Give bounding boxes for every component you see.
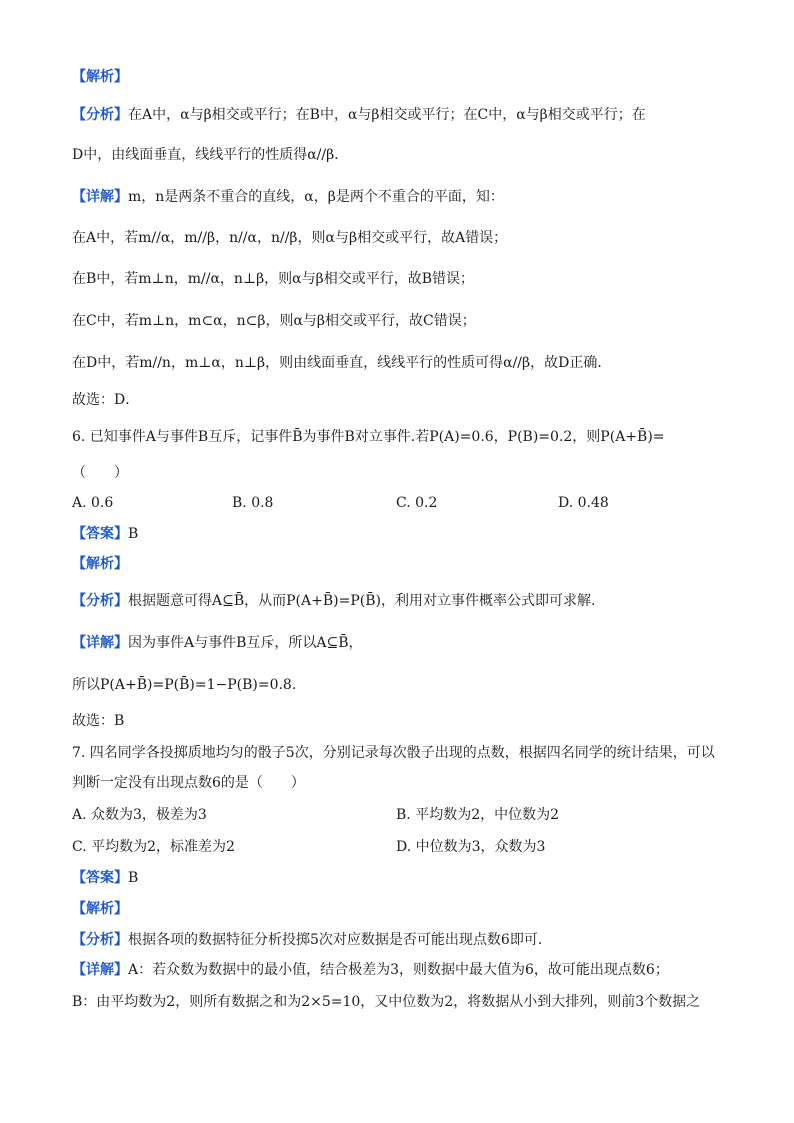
q5-analysis-line-2: D中，由线面垂直，线线平行的性质得α//β． (72, 147, 349, 163)
q7-option-c: C. 平均数为2，标准差为2 (72, 839, 235, 855)
q7-analysis: 【分析】根据各项的数据特征分析投掷5次对应数据是否可能出现点数6即可. (72, 932, 543, 948)
q6-detail-line-2: 所以P(A+B̄)=P(B̄)=1−P(B)=0.8. (72, 677, 297, 693)
q5-analysis-line-1: 【分析】在A中，α与β相交或平行；在B中，α与β相交或平行；在C中，α与β相交或平行；在 (72, 107, 646, 123)
q6-stem-line-2: （ ） (72, 465, 128, 481)
q6-answer: 【答案】B (72, 526, 139, 542)
q6-option-d: D. 0.48 (558, 495, 609, 511)
q7-option-a: A. 众数为3，极差为3 (72, 807, 207, 823)
q5-detail-line-a: 在A中，若m//α，m//β，n//α，n//β，则α与β相交或平行，故A错误； (72, 230, 508, 246)
q5-detail-line-c: 在C中，若m⊥n，m⊂α，n⊂β，则α与β相交或平行，故C错误； (72, 313, 476, 329)
jiexi-heading-q5: 【解析】 (72, 69, 128, 85)
q7-detail-line-b: B：由平均数为2，则所有数据之和为2×5=10，又中位数为2，将数据从小到大排列，则前3个数据之 (72, 994, 701, 1010)
q7-stem-line-2: 判断一定没有出现点数6的是（ ） (72, 775, 305, 791)
q7-option-d: D. 中位数为3，众数为3 (396, 839, 546, 855)
q6-stem-line-1: 6. 已知事件A与事件B互斥，记事件B̄为事件B对立事件.若P(A)=0.6，P(B)=0.2，则P(A+B̄)= (72, 429, 665, 445)
q7-detail-line-a: 【详解】A：若众数为数据中的最小值，结合极差为3，则数据中最大值为6，故可能出现点数6； (72, 962, 669, 978)
q6-option-a: A. 0.6 (72, 495, 114, 511)
q7-answer: 【答案】B (72, 870, 139, 886)
q6-option-c: C. 0.2 (396, 495, 438, 511)
jiexi-heading-q7: 【解析】 (72, 901, 128, 917)
q5-detail-line-b: 在B中，若m⊥n，m//α，n⊥β，则α与β相交或平行，故B错误； (72, 271, 475, 287)
q6-choice: 故选：B (72, 713, 125, 729)
q7-stem-line-1: 7. 四名同学各投掷质地均匀的骰子5次，分别记录每次骰子出现的点数，根据四名同学的统计结果，可以 (72, 745, 715, 761)
q7-option-b: B. 平均数为2，中位数为2 (396, 807, 560, 823)
jiexi-heading-q6: 【解析】 (72, 556, 128, 572)
q6-option-b: B. 0.8 (232, 495, 274, 511)
q5-detail-line-d: 在D中，若m//n，m⊥α，n⊥β，则由线面垂直，线线平行的性质可得α//β，故D正确． (72, 355, 612, 371)
q6-analysis: 【分析】根据题意可得A⊆B̄，从而P(A+B̄)=P(B̄)，利用对立事件概率公式即可求解. (72, 593, 596, 609)
q5-detail-line-1: 【详解】m，n是两条不重合的直线，α，β是两个不重合的平面，知： (72, 189, 504, 205)
q6-detail-line-1: 【详解】因为事件A与事件B互斥，所以A⊆B̄， (72, 635, 363, 651)
q5-choice: 故选：D． (72, 392, 140, 408)
